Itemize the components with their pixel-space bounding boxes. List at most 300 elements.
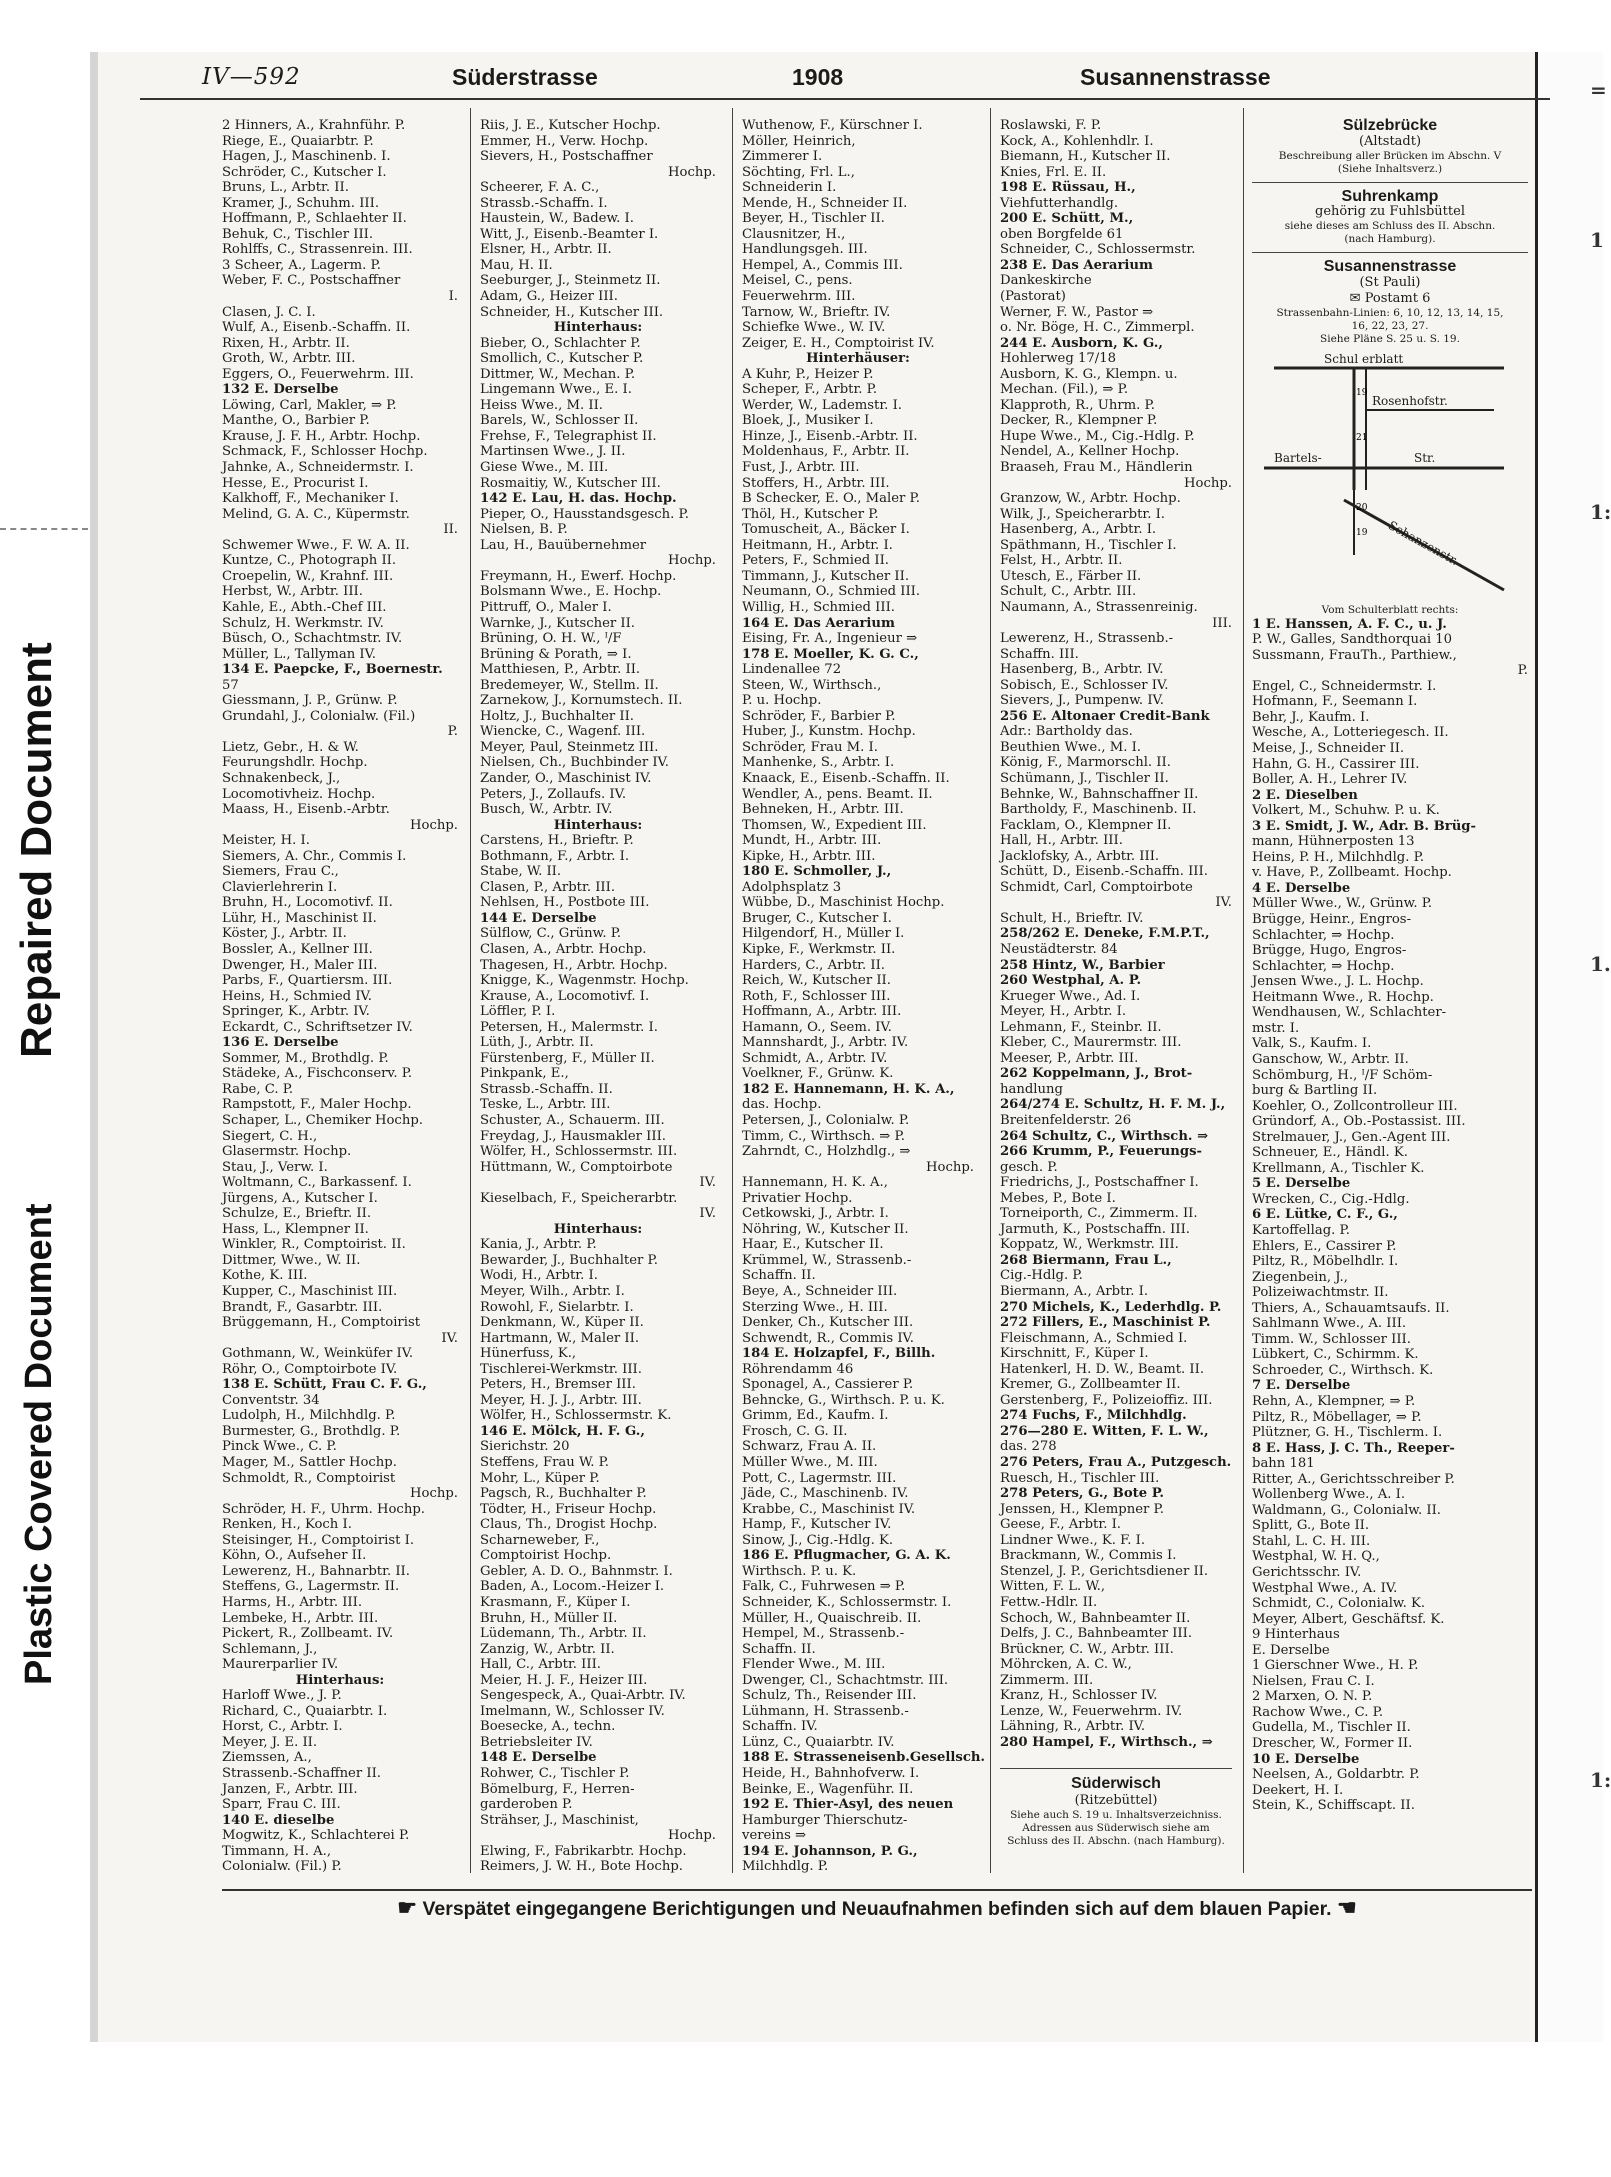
directory-entry: Hinterhaus:: [553, 1221, 643, 1237]
directory-entry: Schiefke Wwe., W. IV.: [742, 320, 886, 336]
directory-entry: 276—280 E. Witten, F. L. W.,: [1000, 1423, 1209, 1439]
directory-entry: Fürstenberg, F., Müller II.: [480, 1050, 655, 1066]
directory-entry: Sobisch, E., Schlosser IV.: [1000, 677, 1169, 693]
directory-entry: I.: [448, 289, 458, 305]
directory-entry: Clasen, A., Arbtr. Hochp.: [480, 941, 647, 957]
directory-entry: P.: [1517, 663, 1528, 679]
directory-entry: Hochp.: [410, 817, 458, 833]
directory-entry: Baden, A., Locom.-Heizer I.: [480, 1579, 665, 1595]
directory-entry: Kuntze, C., Photograph II.: [222, 553, 397, 569]
directory-entry: Hesse, E., Procurist I.: [222, 475, 369, 491]
directory-entry: 8 E. Hass, J. C. Th., Reeper-: [1252, 1440, 1455, 1456]
directory-entry: Pieper, O., Hausstandsgesch. P.: [480, 506, 689, 522]
directory-entry: Steisinger, H., Comptoirist I.: [222, 1532, 415, 1548]
directory-entry: handlung: [1000, 1081, 1063, 1097]
directory-entry: 146 E. Mölck, H. F. G.,: [480, 1423, 645, 1439]
directory-entry: Wölfer, H., Schlossermstr. III.: [480, 1144, 678, 1160]
directory-entry: Wrecken, C., Cig.-Hdlg.: [1252, 1191, 1410, 1207]
directory-entry: 200 E. Schütt, M.,: [1000, 211, 1134, 227]
directory-entry: Timm, C., Wirthsch. ⇒ P.: [742, 1128, 905, 1144]
directory-entry: 198 E. Rüssau, H.,: [1000, 180, 1136, 196]
edge-mark: 1.: [1590, 952, 1611, 976]
directory-entry: Lietz, Gebr., H. & W.: [222, 739, 359, 755]
directory-entry: Glasermstr. Hochp.: [222, 1144, 352, 1160]
directory-entry: Naumann, A., Strassenreinig.: [1000, 599, 1198, 615]
directory-entry: Zeiger, E. H., Comptoirist IV.: [742, 335, 935, 351]
directory-entry: Scheper, F., Arbtr. P.: [742, 382, 878, 398]
directory-entry: Schwarz, Frau A. II.: [742, 1439, 877, 1455]
directory-entry: Clasen, P., Arbtr. III.: [480, 879, 616, 895]
directory-entry: Krabbe, C., Maschinist IV.: [742, 1501, 916, 1517]
directory-entry: Sievers, J., Pumpenw. IV.: [1000, 693, 1164, 709]
directory-entry: Krause, A., Locomotivf. I.: [480, 988, 650, 1004]
directory-entry: Schult, H., Brieftr. IV.: [1000, 910, 1144, 926]
directory-entry: Rixen, H., Arbtr. II.: [222, 335, 350, 351]
directory-entry: Jacklofsky, A., Arbtr. III.: [1000, 848, 1160, 864]
directory-entry: Schmack, F., Schlosser Hochp.: [222, 444, 428, 460]
directory-entry: Lindenallee 72: [742, 662, 842, 678]
directory-entry: Locomotivheiz. Hochp.: [222, 786, 376, 802]
directory-entry: Bruger, C., Kutscher I.: [742, 910, 892, 926]
directory-entry: Harders, C., Arbtr. II.: [742, 957, 885, 973]
directory-entry: Plützner, G. H., Tischlerm. I.: [1252, 1425, 1443, 1441]
directory-entry: Flender Wwe., M. III.: [742, 1657, 886, 1673]
directory-entry: Schömburg, H., ᴵ/F Schöm-: [1252, 1067, 1433, 1083]
directory-entry: Siemers, A. Chr., Commis I.: [222, 848, 407, 864]
directory-entry: Melind, G. A. C., Küpermstr.: [222, 506, 410, 522]
directory-entry: Engel, C., Schneidermstr. I.: [1252, 678, 1437, 694]
page-number: IV—592: [202, 64, 301, 90]
directory-entry: Sievers, H., Postschaffner: [480, 149, 653, 165]
directory-entry: Knaack, E., Eisenb.-Schaffn. II.: [742, 770, 950, 786]
directory-entry: Eckardt, C., Schriftsetzer IV.: [222, 1019, 413, 1035]
directory-entry: mann, Hühnerposten 13: [1252, 834, 1415, 850]
directory-entry: Schlachter, ⇒ Hochp.: [1252, 927, 1395, 943]
directory-entry: Steffens, G., Lagermstr. II.: [222, 1579, 400, 1595]
directory-entry: gesch. P.: [1000, 1159, 1058, 1175]
directory-entry: Heins, H., Schmied IV.: [222, 988, 372, 1004]
directory-entry: 188 E. Strasseneisenb.Gesellsch.: [742, 1750, 986, 1766]
directory-entry: 180 E. Schmoller, J.,: [742, 864, 892, 880]
map-label-rosenhofstr: Rosenhofstr.: [1372, 393, 1448, 408]
directory-entry: Kleber, C., Maurermstr. III.: [1000, 1035, 1182, 1051]
directory-entry: Dittmer, W., Mechan. P.: [480, 366, 636, 382]
directory-entry: Schmidt, A., Arbtr. IV.: [742, 1050, 888, 1066]
directory-entry: Lüth, J., Arbtr. II.: [480, 1035, 594, 1051]
directory-entry: E. Derselbe: [1252, 1642, 1330, 1658]
directory-entry: 2 Hinners, A., Krahnführ. P.: [222, 118, 406, 133]
directory-entry: Müller Wwe., M. III.: [742, 1455, 878, 1471]
directory-entry: Dwenger, Cl., Schachtmstr. III.: [742, 1672, 949, 1688]
directory-entry: Lenze, W., Feuerwehrm. IV.: [1000, 1703, 1183, 1719]
directory-entry: Utesch, E., Färber II.: [1000, 568, 1142, 584]
directory-entry: Stahl, L. C. H. III.: [1252, 1533, 1371, 1549]
directory-entry: Brandt, F., Gasarbtr. III.: [222, 1299, 383, 1315]
directory-entry: Schlachter, ⇒ Hochp.: [1252, 958, 1395, 974]
directory-entry: Pinck Wwe., C. P.: [222, 1439, 337, 1455]
directory-entry: Woltmann, C., Barkassenf. I.: [222, 1175, 412, 1191]
directory-entry: Elwing, F., Fabrikarbtr. Hochp.: [480, 1843, 687, 1859]
directory-entry: 194 E. Johannson, P. G.,: [742, 1843, 918, 1859]
directory-entry: v. Have, P., Zollbeamt. Hochp.: [1252, 865, 1452, 881]
directory-entry: Tödter, H., Friseur Hochp.: [480, 1501, 657, 1517]
column-rule: [1243, 108, 1244, 1873]
directory-entry: Wodi, H., Arbtr. I.: [480, 1268, 598, 1284]
column-rule: [990, 108, 991, 1873]
directory-entry: Claus, Th., Drogist Hochp.: [480, 1517, 658, 1533]
directory-entry: Janzen, F., Arbtr. III.: [222, 1781, 358, 1797]
svg-text:19: 19: [1356, 527, 1368, 538]
directory-entry: Jenssen, H., Klempner P.: [1000, 1501, 1164, 1517]
directory-column-5: [1252, 118, 1528, 1873]
directory-entry: Ausborn, K. G., Klempn. u.: [1000, 366, 1178, 382]
directory-entry: Brückner, C. W., Arbtr. III.: [1000, 1641, 1174, 1657]
directory-entry: Sengespeck, A., Quai-Arbtr. IV.: [480, 1688, 686, 1704]
directory-entry: Ziemssen, A.,: [222, 1750, 312, 1766]
edge-mark: 1:: [1590, 1768, 1611, 1792]
directory-entry: Sinow, J., Cig.-Hdlg. K.: [742, 1532, 894, 1548]
directory-entry: Hartmann, W., Maler II.: [480, 1330, 640, 1346]
directory-entry: Witten, F. L. W.,: [1000, 1579, 1106, 1595]
directory-entry: Lähning, R., Arbtr. IV.: [1000, 1719, 1146, 1735]
directory-entry: Hatenkerl, H. D. W., Beamt. II.: [1000, 1361, 1205, 1377]
directory-entry: Ehlers, E., Cassirer P.: [1252, 1238, 1397, 1254]
directory-entry: Ziegenbein, J.,: [1252, 1269, 1348, 1285]
directory-entry: Bossler, A., Kellner III.: [222, 941, 373, 957]
directory-entry: o. Nr. Böge, H. C., Zimmerpl.: [1000, 320, 1195, 336]
directory-entry: Valk, S., Kaufm. I.: [1252, 1036, 1372, 1052]
repaired-document-stamp: Repaired Document: [12, 642, 61, 1058]
directory-entry: 258 Hintz, W., Barbier: [1000, 957, 1165, 973]
directory-entry: Schneiderin I.: [742, 180, 837, 196]
directory-entry: Steffens, Frau W. P.: [480, 1455, 609, 1471]
directory-entry: Adolphsplatz 3: [742, 879, 842, 895]
directory-entry: Herbst, W., Arbtr. III.: [222, 584, 363, 600]
directory-entry: Clausnitzer, H.,: [742, 226, 846, 242]
directory-entry: Hagen, J., Maschinenb. I.: [222, 149, 391, 165]
directory-entry: 262 Koppelmann, J., Brot-: [1000, 1066, 1193, 1082]
directory-entry: Lau, H., Bauübernehmer: [480, 537, 647, 553]
directory-entry: Nielsen, Ch., Buchbinder IV.: [480, 755, 669, 771]
directory-entry: Zimmerer I.: [742, 149, 823, 165]
directory-entry: Siegert, C. H.,: [222, 1128, 318, 1144]
directory-entry: Wendler, A., pens. Beamt. II.: [742, 786, 933, 802]
directory-entry: Koehler, O., Zollcontrolleur III.: [1252, 1098, 1458, 1114]
directory-entry: Strassb.-Schaffn. II.: [480, 1081, 613, 1097]
directory-entry: Jürgens, A., Kutscher I.: [222, 1190, 378, 1206]
directory-entry: Hass, L., Klempner II.: [222, 1221, 369, 1237]
directory-entry: Beuthien Wwe., M. I.: [1000, 739, 1141, 755]
directory-entry: B Schecker, E. O., Maler P.: [742, 491, 920, 507]
directory-entry: Wölfer, H., Schlossermstr. K.: [480, 1408, 672, 1424]
street-heading-right: Susannenstrasse: [1080, 64, 1271, 90]
directory-entry: 148 E. Derselbe: [480, 1750, 597, 1766]
directory-entry: Mau, H. II.: [480, 257, 553, 273]
directory-entry: Sponagel, A., Cassierer P.: [742, 1377, 914, 1393]
directory-entry: Dittmer, Wwe., W. II.: [222, 1252, 361, 1268]
sueerwisch-box: [1000, 1768, 1232, 1848]
directory-entry: 260 Westphal, A. P.: [1000, 973, 1142, 989]
directory-entry: Neustädterstr. 84: [1000, 941, 1118, 957]
directory-entry: Bruhn, H., Müller II.: [480, 1610, 618, 1626]
directory-entry: Hall, C., Arbtr. III.: [480, 1657, 602, 1673]
directory-entry: Decker, R., Klempner P.: [1000, 413, 1158, 429]
directory-entry: Zahrndt, C., Holzhdlg., ⇒: [742, 1144, 911, 1160]
section-note: (Siehe Inhaltsverz.): [1337, 162, 1443, 175]
directory-entry: Dankeskirche: [1000, 273, 1092, 289]
directory-entry: Eising, Fr. A., Ingenieur ⇒: [742, 631, 918, 647]
section-note: Vom Schulterblatt rechts:: [1321, 603, 1459, 616]
directory-entry: Wulf, A., Eisenb.-Schaffn. II.: [222, 320, 411, 336]
directory-entry: Piltz, R., Möbellager, ⇒ P.: [1252, 1409, 1422, 1425]
directory-entry: Lindner Wwe., K. F. I.: [1000, 1532, 1146, 1548]
directory-entry: Pinkpank, E.,: [480, 1066, 569, 1082]
directory-entry: Strassb.-Schaffn. I.: [480, 195, 608, 211]
divider: [1252, 182, 1528, 183]
directory-entry: Peters, J., Zollaufs. IV.: [480, 786, 627, 802]
directory-entry: Röhr, O., Comptoirbote IV.: [222, 1361, 398, 1377]
directory-entry: Reich, W., Kutscher II.: [742, 973, 891, 989]
directory-entry: Röhrendamm 46: [742, 1361, 854, 1377]
directory-entry: Meise, J., Schneider II.: [1252, 741, 1405, 757]
directory-entry: Clasen, J. C. I.: [222, 304, 316, 320]
directory-entry: Hamann, O., Seem. IV.: [742, 1019, 892, 1035]
directory-entry: Elsner, H., Arbtr. II.: [480, 242, 612, 258]
directory-entry: 10 E. Derselbe: [1252, 1751, 1360, 1767]
directory-entry: Schroeder, C., Wirthsch. K.: [1252, 1362, 1434, 1378]
directory-entry: Schmidt, Carl, Comptoirbote: [1000, 879, 1193, 895]
directory-entry: Bieber, O., Schlachter P.: [480, 335, 641, 351]
directory-entry: Frosch, C. G. II.: [742, 1423, 848, 1439]
directory-entry: Schröder, F., Barbier P.: [742, 708, 896, 724]
directory-entry: Mager, M., Sattler Hochp.: [222, 1455, 397, 1471]
directory-entry: Maass, H., Eisenb.-Arbtr.: [222, 802, 390, 818]
section-subtitle: gehörig zu Fuhlsbüttel: [1315, 204, 1465, 220]
directory-entry: burg & Bartling II.: [1252, 1083, 1378, 1099]
directory-entry: Ruesch, H., Tischler III.: [1000, 1470, 1160, 1486]
directory-entry: Werner, F. W., Pastor ⇒: [1000, 304, 1154, 320]
directory-entry: mstr. I.: [1252, 1020, 1300, 1036]
directory-entry: 132 E. Derselbe: [222, 382, 339, 398]
directory-entry: Jensen Wwe., J. L. Hochp.: [1252, 974, 1424, 990]
directory-entry: Rehn, A., Klempner, ⇒ P.: [1252, 1393, 1416, 1409]
directory-entry: Gothmann, W., Weinküfer IV.: [222, 1346, 414, 1362]
directory-entry: Riege, E., Quaiarbtr. P.: [222, 133, 374, 149]
svg-text:19: 19: [1356, 387, 1368, 398]
directory-entry: Zarnekow, J., Kornumstech. II.: [480, 693, 683, 709]
directory-entry: Reimers, J. W. H., Bote Hochp.: [480, 1859, 683, 1875]
directory-entry: Delfs, J. C., Bahnbeamter III.: [1000, 1626, 1193, 1642]
directory-entry: Holtz, J., Buchhalter II.: [480, 708, 634, 724]
directory-entry: Rosmaitiy, W., Kutscher III.: [480, 475, 661, 491]
directory-entry: Hünerfuss, K.,: [480, 1346, 577, 1362]
directory-entry: Schlemann, J.,: [222, 1641, 318, 1657]
directory-entry: Lünz, C., Quaiarbtr. IV.: [742, 1734, 895, 1750]
directory-entry: Lingemann Wwe., E. I.: [480, 382, 632, 398]
directory-entry: Schulz, Th., Reisender III.: [742, 1688, 917, 1704]
directory-entry: Siemers, Frau C.,: [222, 864, 339, 880]
directory-entry: Kahle, E., Abth.-Chef III.: [222, 599, 387, 615]
directory-entry: Hempel, A., Commis III.: [742, 257, 903, 273]
directory-entry: Jahnke, A., Schneidermstr. I.: [222, 460, 414, 476]
directory-entry: 274 Fuchs, F., Milchhdlg.: [1000, 1408, 1187, 1424]
directory-entry: Meyer, H. J. J., Arbtr. III.: [480, 1392, 642, 1408]
directory-entry: Schneider, K., Schlossermstr. I.: [742, 1594, 952, 1610]
directory-entry: Kania, J., Arbtr. P.: [480, 1237, 597, 1253]
directory-entry: Maurerparlier IV.: [222, 1657, 339, 1673]
directory-entry: Hall, H., Arbtr. III.: [1000, 833, 1123, 849]
directory-entry: Richard, C., Quaiarbtr. I.: [222, 1703, 388, 1719]
directory-entry: Renken, H., Koch I.: [222, 1517, 352, 1533]
directory-entry: Matthiesen, P., Arbtr. II.: [480, 662, 641, 678]
directory-entry: Fust, J., Arbtr. III.: [742, 460, 860, 476]
directory-entry: IV.: [699, 1175, 716, 1191]
directory-entry: Zander, O., Maschinist IV.: [480, 770, 652, 786]
directory-entry: Hochp.: [668, 164, 716, 180]
directory-entry: Westphal, W. H. Q.,: [1252, 1549, 1380, 1565]
tram-lines: Strassenbahn-Linien: 6, 10, 12, 13, 14, 15,: [1276, 306, 1504, 319]
directory-entry: Meisel, C., pens.: [742, 273, 853, 289]
directory-entry: 134 E. Paepcke, F., Boernestr.: [222, 662, 443, 678]
directory-entry: garderoben P.: [480, 1797, 573, 1813]
directory-entry: Rampstott, F., Maler Hochp.: [222, 1097, 412, 1113]
directory-entry: Jäde, C., Maschinenb. IV.: [742, 1486, 909, 1502]
directory-entry: IV.: [1215, 895, 1232, 911]
directory-entry: Meeser, P., Arbtr. III.: [1000, 1050, 1139, 1066]
directory-entry: Giessmann, J. P., Grünw. P.: [222, 693, 398, 709]
directory-entry: Hinterhaus:: [295, 1672, 385, 1688]
directory-entry: Deekert, H. I.: [1252, 1782, 1344, 1798]
directory-entry: Stenzel, J. P., Gerichtsdiener II.: [1000, 1563, 1209, 1579]
directory-entry: Bruns, L., Arbtr. II.: [222, 180, 349, 196]
directory-entry: 3 E. Smidt, J. W., Adr. B. Brüg-: [1252, 818, 1476, 834]
section-title: Susannenstrasse: [1323, 258, 1457, 276]
directory-entry: Mebes, P., Bote I.: [1000, 1190, 1116, 1206]
directory-entry: A Kuhr, P., Heizer P.: [742, 366, 874, 382]
directory-entry: Haustein, W., Badew. I.: [480, 211, 634, 227]
directory-entry: Müller, L., Tallyman IV.: [222, 646, 376, 662]
directory-entry: Imelmann, W., Schlosser IV.: [480, 1703, 665, 1719]
directory-entry: Bruhn, H., Locomotivf. II.: [222, 895, 393, 911]
pointing-hand-icon: ☛: [397, 1895, 418, 1920]
directory-entry: Schult, C., Arbtr. III.: [1000, 584, 1137, 600]
street-heading-left: Süderstrasse: [452, 64, 598, 90]
column-rule: [470, 108, 471, 1873]
directory-entry: Schaffn. III.: [1000, 646, 1079, 662]
directory-entry: 244 E. Ausborn, K. G.,: [1000, 335, 1163, 351]
directory-entry: Braaseh, Frau M., Händlerin: [1000, 460, 1193, 476]
directory-entry: Martinsen Wwe., J. II.: [480, 444, 626, 460]
directory-entry: 278 Peters, G., Bote P.: [1000, 1486, 1165, 1502]
section-note: Beschreibung aller Brücken im Abschn. V: [1278, 149, 1502, 162]
directory-entry: Hochp.: [410, 1486, 458, 1502]
directory-entry: Wiencke, C., Wagenf. III.: [480, 724, 646, 740]
directory-entry: 280 Hampel, F., Wirthsch., ⇒: [1000, 1734, 1213, 1750]
directory-entry: Sahlmann Wwe., A. III.: [1252, 1316, 1407, 1332]
directory-entry: 142 E. Lau, H. das. Hochp.: [480, 491, 677, 507]
directory-entry: Drescher, W., Former II.: [1252, 1736, 1413, 1752]
section-note: Siehe auch S. 19 u. Inhaltsverzeichniss.: [1010, 1809, 1222, 1821]
directory-entry: Kieselbach, F., Speicherarbtr.: [480, 1190, 678, 1206]
directory-entry: Denkmann, W., Küper II.: [480, 1315, 644, 1331]
directory-entry: 184 E. Holzapfel, F., Billh.: [742, 1346, 936, 1362]
directory-entry: Stabe, W. II.: [480, 864, 562, 880]
directory-entry: Schütt, D., Eisenb.-Schaffn. III.: [1000, 864, 1208, 880]
directory-entry: 264/274 E. Schultz, H. F. M. J.,: [1000, 1097, 1226, 1113]
directory-entry: Cetkowski, J., Arbtr. I.: [742, 1206, 889, 1222]
directory-entry: 264 Schultz, C., Wirthsch. ⇒: [1000, 1128, 1209, 1144]
directory-column-4: [1000, 118, 1232, 1873]
directory-entry: Heitmann Wwe., R. Hochp.: [1252, 989, 1434, 1005]
directory-entry: Büsch, O., Schachtmstr. IV.: [222, 631, 403, 647]
directory-entry: 266 Krumm, P., Feuerungs-: [1000, 1144, 1202, 1160]
directory-entry: Bartholdy, F., Maschinenb. II.: [1000, 802, 1197, 818]
directory-entry: Neumann, O., Schmied III.: [742, 584, 921, 600]
directory-column-3: [742, 118, 986, 1875]
directory-entry: Timm. W., Schlosser III.: [1252, 1331, 1411, 1347]
directory-entry: Behneken, H., Arbtr. III.: [742, 802, 904, 818]
directory-entry: Strassenb.-Schaffner II.: [222, 1765, 381, 1781]
directory-entry: Schmidt, C., Colonialw. K.: [1252, 1596, 1426, 1612]
directory-entry: Betriebsleiter IV.: [480, 1734, 593, 1750]
directory-entry: bahn 181: [1252, 1456, 1315, 1472]
directory-entry: Freymann, H., Ewerf. Hochp.: [480, 568, 677, 584]
directory-entry: Seeburger, J., Steinmetz II.: [480, 273, 661, 289]
directory-entry: Gebler, A. D. O., Bahnmstr. I.: [480, 1563, 673, 1579]
directory-entry: Scheerer, F. A. C.,: [480, 180, 600, 196]
map-label-bartels: Bartels-: [1274, 450, 1322, 465]
directory-entry: Bredemeyer, W., Stellm. II.: [480, 677, 659, 693]
directory-entry: Strelmauer, J., Gen.-Agent III.: [1252, 1129, 1451, 1145]
directory-entry: Schaffn. IV.: [742, 1719, 818, 1735]
pointing-hand-icon: ☛: [1336, 1895, 1357, 1920]
directory-entry: Hasenberg, A., Arbtr. I.: [1000, 522, 1157, 538]
directory-entry: Schwendt, R., Commis IV.: [742, 1330, 914, 1346]
directory-entry: Meyer, Paul, Steinmetz III.: [480, 739, 659, 755]
directory-entry: Hoffmann, P., Schlaehter II.: [222, 211, 407, 227]
directory-entry: Köster, J., Arbtr. II.: [222, 926, 347, 942]
directory-entry: 9 Hinterhaus: [1252, 1627, 1340, 1643]
directory-entry: Krellmann, A., Tischler K.: [1252, 1160, 1425, 1176]
directory-entry: Facklam, O., Klempner II.: [1000, 817, 1172, 833]
directory-entry: 140 E. dieselbe: [222, 1812, 335, 1828]
section-note: siehe dieses am Schluss des II. Abschn.: [1284, 220, 1496, 233]
directory-entry: Mannshardt, J., Arbtr. IV.: [742, 1035, 909, 1051]
directory-entry: Lühr, H., Maschinist II.: [222, 910, 377, 926]
directory-entry: Hofmann, F., Seemann I.: [1252, 694, 1418, 710]
directory-entry: Schoch, W., Bahnbeamter II.: [1000, 1610, 1191, 1626]
directory-entry: Kartoffellag. P.: [1252, 1222, 1350, 1238]
directory-entry: Peters, H., Bremser III.: [480, 1377, 636, 1393]
directory-entry: III.: [1212, 615, 1232, 631]
directory-entry: Burmester, G., Brothdlg. P.: [222, 1423, 401, 1439]
section-note: Adressen aus Süderwisch siehe am: [1022, 1822, 1210, 1834]
directory-entry: Hamburger Thierschutz-: [742, 1812, 908, 1828]
directory-entry: Dwenger, H., Maler III.: [222, 957, 378, 973]
directory-entry: 268 Biermann, Frau L.,: [1000, 1252, 1172, 1268]
directory-entry: Städeke, A., Fischconserv. P.: [222, 1066, 413, 1082]
directory-entry: Wesche, A., Lotteriegesch. II.: [1252, 725, 1449, 741]
directory-entry: Meyer, J. E. II.: [222, 1734, 318, 1750]
directory-entry: Schneuer, E., Händl. K.: [1252, 1145, 1408, 1161]
directory-entry: Brüning, O. H. W., ᴵ/F: [480, 631, 622, 647]
directory-entry: 178 E. Moeller, K. G. C.,: [742, 646, 919, 662]
directory-entry: 5 E. Derselbe: [1252, 1176, 1351, 1192]
directory-entry: Schnakenbeck, J.,: [222, 770, 341, 786]
directory-entry: Springer, K., Arbtr. IV.: [222, 1004, 370, 1020]
directory-entry: Kipke, F., Werkmstr. II.: [742, 941, 896, 957]
directory-column-1: [222, 118, 458, 1873]
